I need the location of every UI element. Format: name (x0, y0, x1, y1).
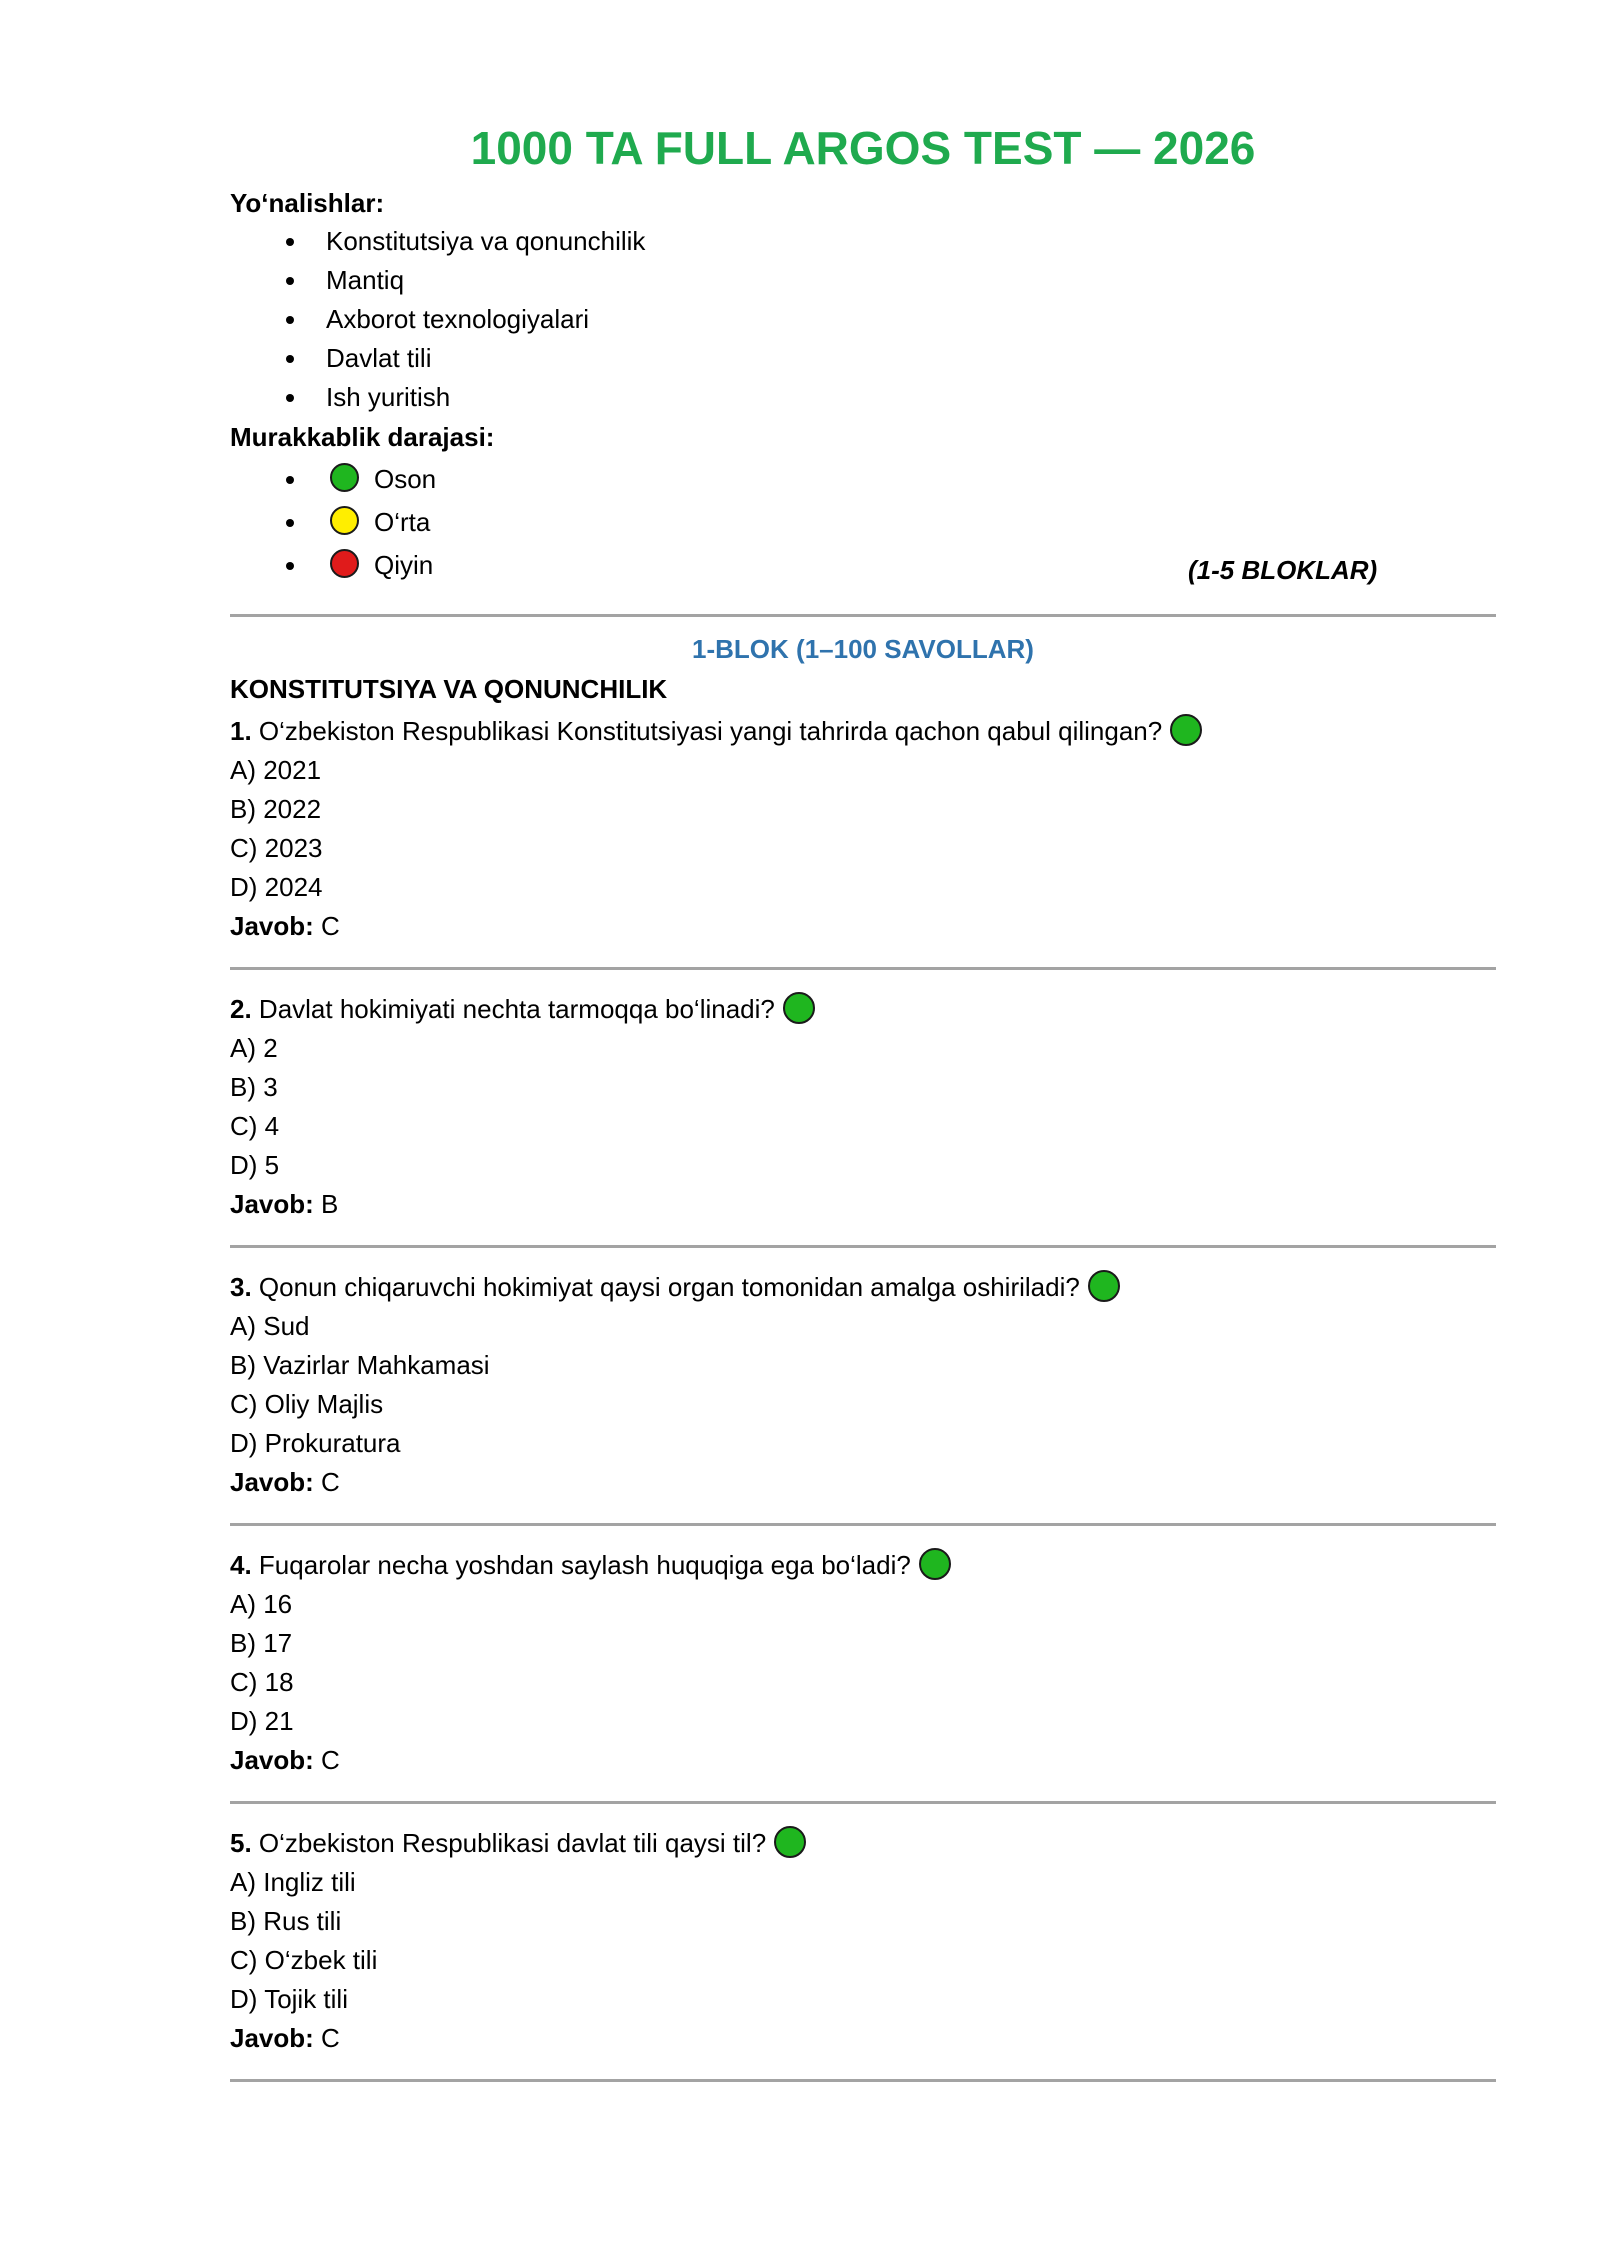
answer-option: B) 2022 (230, 794, 322, 824)
question-block (230, 712, 1496, 946)
answer-value: B (321, 1189, 339, 1219)
answer-line (230, 1741, 1496, 1780)
list-item: Axborot texnologiyalari (230, 300, 645, 339)
answer-line (230, 1185, 1496, 1224)
question-number: 1. (230, 716, 252, 746)
green-circle-icon (1170, 714, 1202, 746)
green-circle-icon (783, 992, 815, 1024)
green-circle-icon (1088, 1270, 1120, 1302)
divider (230, 2079, 1496, 2082)
difficulty-level-medium (230, 501, 436, 544)
directions-label: Yo‘nalishlar: (230, 188, 385, 218)
question-text-line (230, 1546, 1496, 1585)
question-number: 2. (230, 994, 252, 1024)
answer-line (230, 907, 1496, 946)
question-text-line (230, 1268, 1496, 1307)
divider (230, 614, 1496, 617)
answer-value: C (321, 911, 340, 941)
question-text: Fuqarolar necha yoshdan saylash huquqiga ega bo‘ladi? (258, 1550, 911, 1580)
list-item: Konstitutsiya va qonunchilik (230, 222, 645, 261)
answer-line (230, 1463, 1496, 1502)
answer-label: Javob: (230, 1467, 314, 1497)
question-block (230, 1824, 1496, 2058)
answer-option: C) Oliy Majlis (230, 1389, 384, 1419)
document-title: 1000 TA FULL ARGOS TEST — 2026 (470, 122, 1256, 174)
answer-option: D) 2024 (230, 872, 323, 902)
question-block (230, 990, 1496, 1224)
question-text: Qonun chiqaruvchi hokimiyat qaysi organ tomonidan amalga oshiriladi? (258, 1272, 1080, 1302)
answer-option: A) 2021 (230, 755, 322, 785)
green-circle-icon (330, 463, 359, 492)
answer-option: A) Sud (230, 1311, 310, 1341)
answer-option: C) 2023 (230, 833, 323, 863)
block-title: 1-BLOK (1–100 SAVOLLAR) (692, 634, 1034, 664)
difficulty-label: Murakkablik darajasi: (230, 422, 495, 452)
answer-label: Javob: (230, 2023, 314, 2053)
answer-option: D) 21 (230, 1706, 294, 1736)
divider (230, 1801, 1496, 1804)
answer-option: B) Rus tili (230, 1906, 342, 1936)
question-number: 5. (230, 1828, 252, 1858)
answer-option: C) 4 (230, 1111, 280, 1141)
answer-option: B) 17 (230, 1628, 293, 1658)
level-label: Oson (374, 464, 437, 494)
answer-option: D) Tojik tili (230, 1984, 348, 2014)
yellow-circle-icon (330, 506, 359, 535)
section-title: KONSTITUTSIYA VA QONUNCHILIK (230, 674, 668, 704)
answer-option: A) Ingliz tili (230, 1867, 356, 1897)
question-block (230, 1546, 1496, 1780)
list-item: Mantiq (230, 261, 645, 300)
list-item: Ish yuritish (230, 378, 645, 417)
red-circle-icon (330, 549, 359, 578)
answer-option: B) Vazirlar Mahkamasi (230, 1350, 490, 1380)
divider (230, 1523, 1496, 1526)
answer-option: A) 2 (230, 1033, 278, 1063)
question-text-line (230, 1824, 1496, 1863)
answer-option: B) 3 (230, 1072, 278, 1102)
answer-value: C (321, 1467, 340, 1497)
answer-label: Javob: (230, 1189, 314, 1219)
answer-value: C (321, 1745, 340, 1775)
answer-option: D) 5 (230, 1150, 280, 1180)
question-text: O‘zbekiston Respublikasi Konstitutsiyasi yangi tahrirda qachon qabul qilingan? (258, 716, 1163, 746)
question-block (230, 1268, 1496, 1502)
question-number: 3. (230, 1272, 252, 1302)
directions-list (230, 222, 645, 417)
green-circle-icon (774, 1826, 806, 1858)
question-text: Davlat hokimiyati nechta tarmoqqa bo‘linadi? (258, 994, 775, 1024)
answer-value: C (321, 2023, 340, 2053)
answer-line (230, 2019, 1496, 2058)
answer-option: D) Prokuratura (230, 1428, 401, 1458)
difficulty-level-easy (230, 458, 436, 501)
question-number: 4. (230, 1550, 252, 1580)
difficulty-list (230, 458, 436, 587)
answer-label: Javob: (230, 1745, 314, 1775)
answer-label: Javob: (230, 911, 314, 941)
answer-option: A) 16 (230, 1589, 293, 1619)
blocks-note: (1-5 BLOKLAR) (1188, 555, 1378, 585)
green-circle-icon (919, 1548, 951, 1580)
answer-option: C) 18 (230, 1667, 294, 1697)
question-text-line (230, 712, 1496, 751)
question-text: O‘zbekiston Respublikasi davlat tili qaysi til? (258, 1828, 767, 1858)
list-item: Davlat tili (230, 339, 645, 378)
divider (230, 967, 1496, 970)
level-label: Qiyin (374, 550, 434, 580)
answer-option: C) O‘zbek tili (230, 1945, 378, 1975)
difficulty-level-hard (230, 544, 436, 587)
question-text-line (230, 990, 1496, 1029)
divider (230, 1245, 1496, 1248)
level-label: O‘rta (374, 507, 431, 537)
